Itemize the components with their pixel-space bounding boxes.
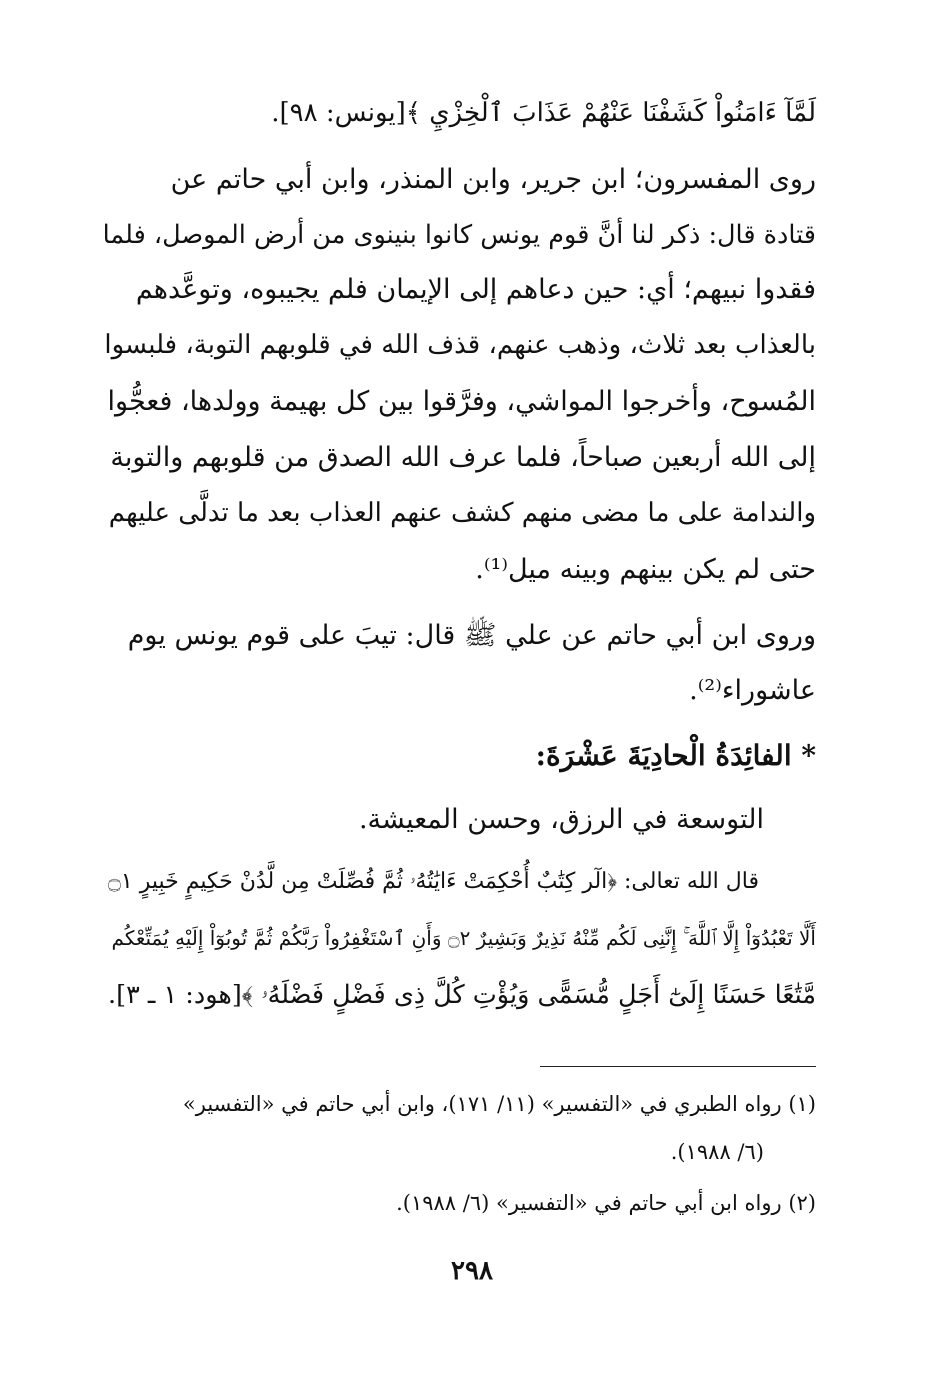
page-number: ٢٩٨: [451, 1256, 493, 1286]
paragraph-line: بالعذاب بعد ثلاث، وذهب عنهم، قذف الله في قلوبهم التوبة، فلبسوا: [104, 330, 816, 360]
section-heading: * الفائِدَةُ الْحادِيَةَ عَشْرَةَ:: [535, 739, 816, 772]
paragraph-line: وروى ابن أبي حاتم عن علي ﷺ قال: تيبَ على قوم يونس يوم: [127, 620, 816, 651]
quran-verse-line: أَلَّا تَعْبُدُوٓاْ إِلَّا ٱللَّهَ ۚ إِنَّنِى لَكُم مِّنْهُ نَذِيرٌ وَبَشِيرٌ ۝٢ وَأَنِ ٱسْتَغْفِرُواْ رَبَّكُمْ ثُمَّ تُوبُوٓاْ إِلَيْهِ يُمَتِّعْكُم: [111, 926, 816, 950]
footnote-separator: [540, 1066, 816, 1067]
quran-verse-line: مَّتَٰعًا حَسَنًا إِلَىٰٓ أَجَلٍ مُّسَمًّى وَيُؤْتِ كُلَّ ذِى فَضْلٍ فَضْلَهُۥ ﴾[هود: ١ ـ ٣].: [108, 980, 816, 1010]
paragraph-line: حتى لم يكن بينهم وبينه ميل⁽¹⁾.: [475, 554, 816, 585]
quran-verse-line: لَمَّآ ءَامَنُواْ كَشَفْنَا عَنْهُمْ عَذَابَ ٱلْخِزْيِ ﴾[يونس: ٩٨].: [271, 98, 816, 128]
footnote-line: (١) رواه الطبري في «التفسير» (١١/ ١٧١)، وابن أبي حاتم في «التفسير»: [182, 1092, 816, 1116]
footnote-line: (٢) رواه ابن أبي حاتم في «التفسير» (٦/ ١٩٨٨).: [396, 1191, 816, 1215]
paragraph-line: المُسوح، وأخرجوا المواشي، وفرَّقوا بين كل بهيمة وولدها، فعجُّوا: [107, 386, 816, 417]
quran-verse-line: قال الله تعالى: ﴿الٓر كِتَٰبٌ أُحْكِمَتْ ءَايَٰتُهُۥ ثُمَّ فُصِّلَتْ مِن لَّدُنْ حَكِيمٍ خَبِيرٍ ۝١: [108, 869, 759, 894]
paragraph-line: التوسعة في الرزق، وحسن المعيشة.: [358, 804, 764, 835]
paragraph-line: روى المفسرون؛ ابن جرير، وابن المنذر، وابن أبي حاتم عن: [170, 164, 816, 195]
paragraph-line: إلى الله أربعين صباحاً، فلما عرف الله الصدق من قلوبهم والتوبة: [110, 442, 816, 473]
paragraph-line: فقدوا نبيهم؛ أي: حين دعاهم إلى الإيمان فلم يجيبوه، وتوعَّدهم: [135, 274, 816, 305]
paragraph-line: قتادة قال: ذكر لنا أنَّ قوم يونس كانوا بنينوى من أرض الموصل، فلما: [102, 220, 816, 250]
paragraph-line: عاشوراء⁽²⁾.: [689, 675, 816, 706]
paragraph-line: والندامة على ما مضى منهم كشف عنهم العذاب بعد ما تدلَّى عليهم: [108, 498, 816, 528]
footnote-line: (٦/ ١٩٨٨).: [670, 1140, 764, 1164]
